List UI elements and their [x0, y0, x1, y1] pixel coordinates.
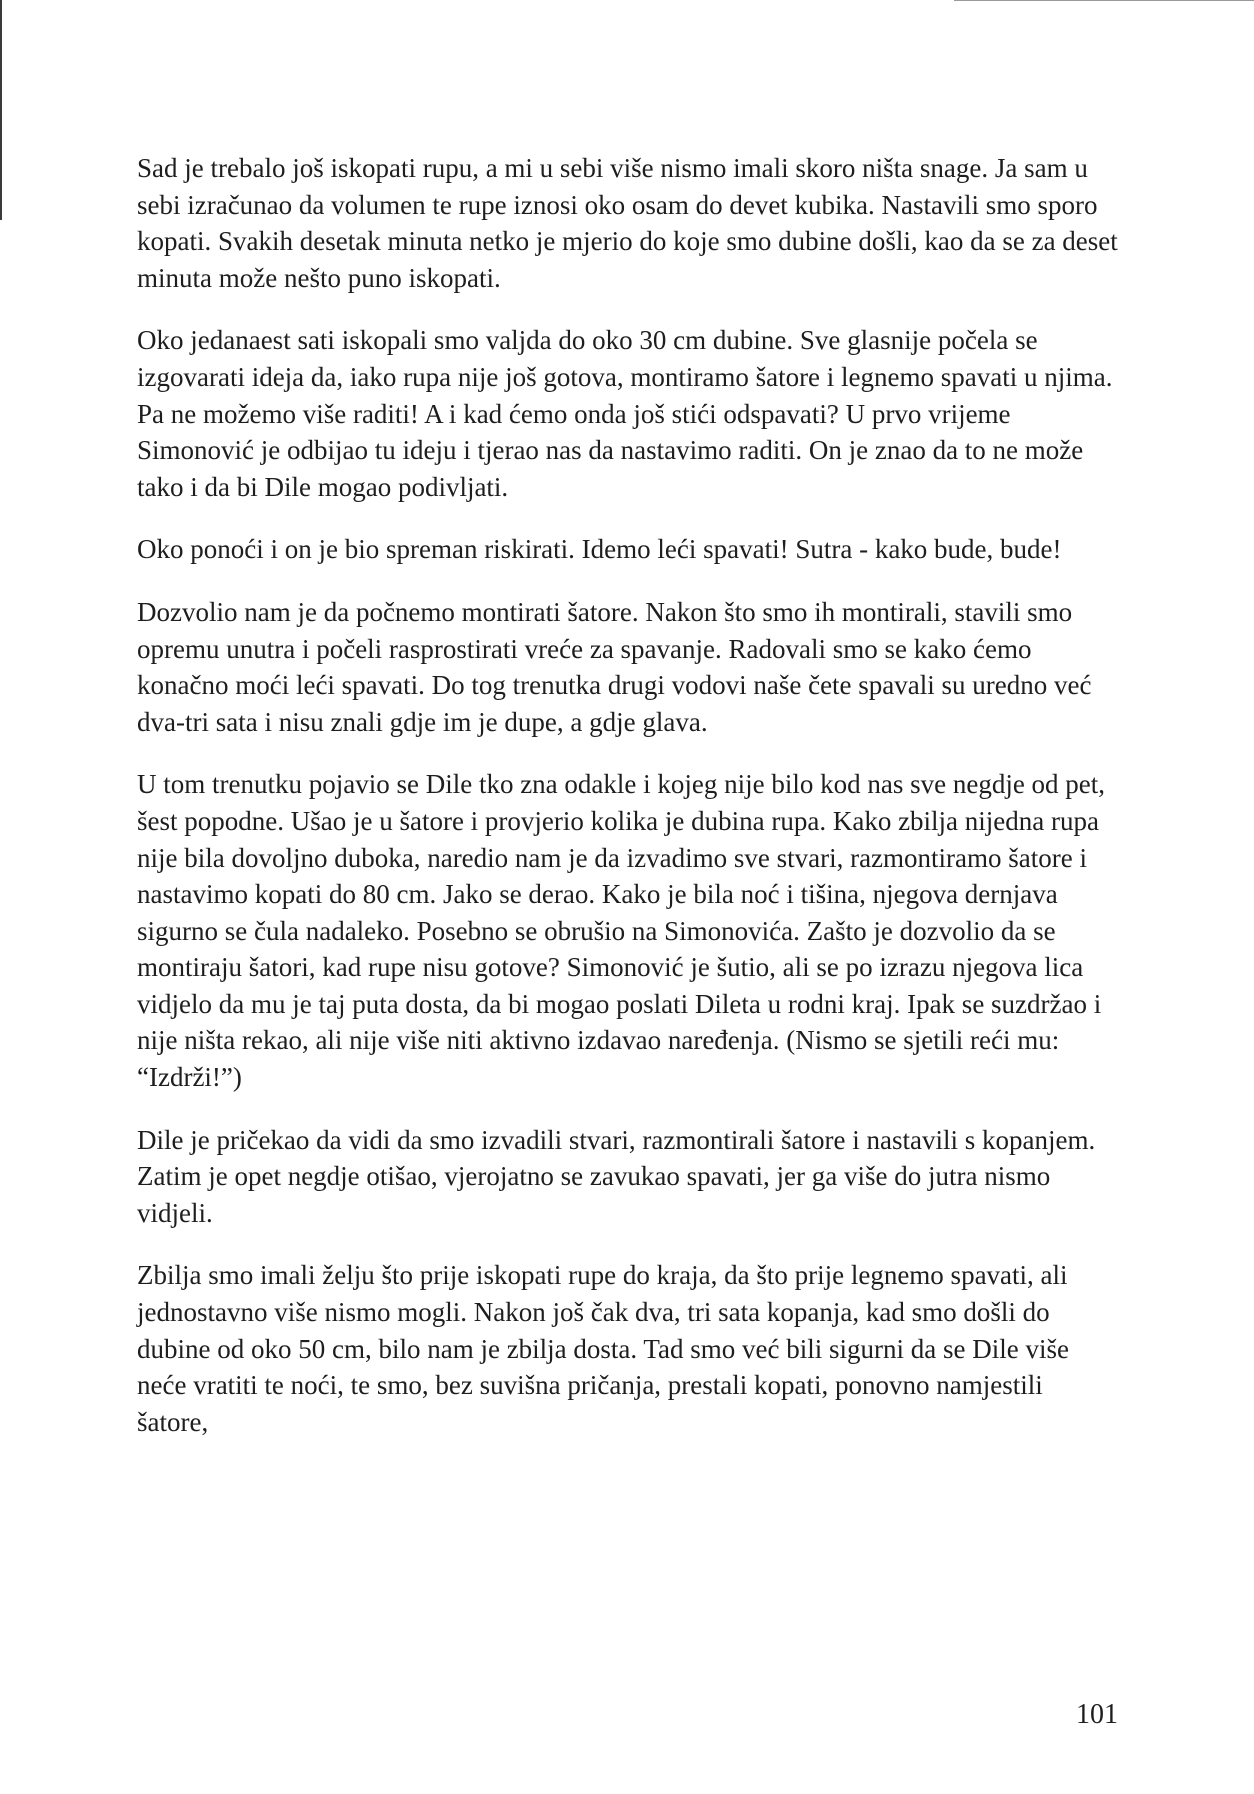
scan-edge-top: [954, 0, 1254, 1]
paragraph-1: Sad je trebalo još iskopati rupu, a mi u sebi više nismo imali skoro ništa snage. Ja sam u sebi izračunao da volumen te rupe iznosi oko osam do devet kubika. Nastavili smo sporo kopati. Svakih desetak minuta netko je mjerio do koje smo dubine došli, kao da se za deset minuta može nešto puno iskopati.: [137, 153, 1118, 293]
paragraph-2: Oko jedanaest sati iskopali smo valjda do oko 30 cm dubine. Sve glasnije počela se izgovarati ideja da, iako rupa nije još gotova, montiramo šatore i legnemo spavati u njima. Pa ne možemo više raditi! A i kad ćemo onda još stići odspavati? U prvo vrijeme Simonović je odbijao tu ideju i tjerao nas da nastavimo raditi. On je znao da to ne može tako i da bi Dile mogao podivljati.: [137, 325, 1113, 502]
page-number: 101: [1076, 1699, 1118, 1730]
scan-edge-left: [0, 0, 2, 220]
paragraph-5: U tom trenutku pojavio se Dile tko zna odakle i kojeg nije bilo kod nas sve negdje od pet, šest popodne. Ušao je u šatore i provjerio kolika je dubina rupa. Kako zbilja nijedna rupa nije bila dovoljno duboka, naredio nam je da izvadimo sve stvari, razmontiramo šatore i nastavimo kopati do 80 cm. Jako se derao. Kako je bila noć i tišina, njegova dernjava sigurno se čula nadaleko. Posebno se obrušio na Simonovića. Zašto je dozvolio da se montiraju šatori, kad rupe nisu gotove? Simonović je šutio, ali se po izrazu njegova lica vidjelo da mu je taj puta dosta, da bi mogao poslati Dileta u rodni kraj. Ipak se suzdržao i nije ništa rekao, ali nije više niti aktivno izdavao naređenja. (Nismo se sjetili reći mu: “Izdrži!”): [137, 769, 1106, 1093]
page-body: [137, 150, 1119, 1466]
paragraph-7: Zbilja smo imali želju što prije iskopati rupe do kraja, da što prije legnemo spavati, ali jednostavno više nismo mogli. Nakon još čak dva, tri sata kopanja, kad smo došli do dubine od oko 50 cm, bilo nam je zbilja dosta. Tad smo već bili sigurni da se Dile više neće vratiti te noći, te smo, bez suvišna pričanja, prestali kopati, ponovno namjestili šatore,: [137, 1260, 1069, 1437]
paragraph-4: Dozvolio nam je da počnemo montirati šatore. Nakon što smo ih montirali, stavili smo opremu unutra i počeli rasprostirati vreće za spavanje. Radovali smo se kako ćemo konačno moći leći spavati. Do tog trenutka drugi vodovi naše čete spavali su uredno već dva-tri sata i nisu znali gdje im je dupe, a gdje glava.: [137, 596, 1092, 737]
paragraph-3: Oko ponoći i on je bio spreman riskirati. Idemo leći spavati! Sutra - kako bude, bude!: [137, 534, 1062, 565]
paragraph-6: Dile je pričekao da vidi da smo izvadili stvari, razmontirali šatore i nastavili s kopanjem. Zatim je opet negdje otišao, vjerojatno se zavukao spavati, jer ga više do jutra nismo vidjeli.: [137, 1124, 1096, 1228]
